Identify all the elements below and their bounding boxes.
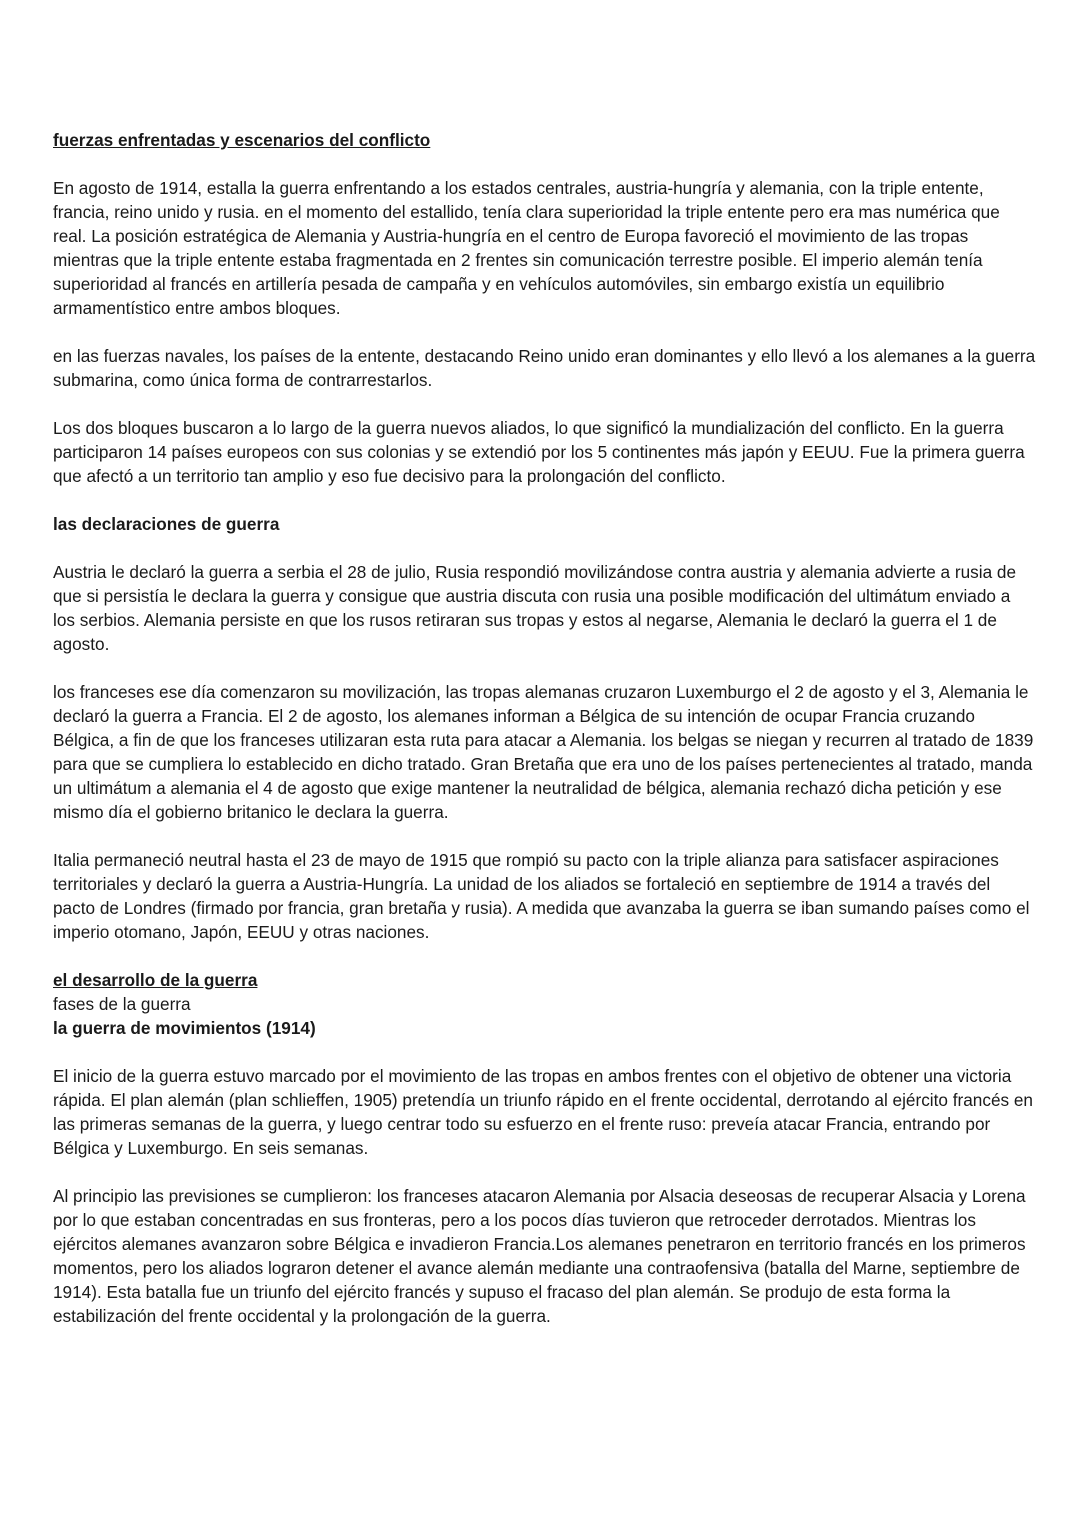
section-subtitle-fases: fases de la guerra (53, 994, 191, 1014)
spacer (53, 392, 1037, 416)
spacer (53, 656, 1037, 680)
section-title-fuerzas: fuerzas enfrentadas y escenarios del conflicto (53, 130, 431, 150)
paragraph: En agosto de 1914, estalla la guerra enfrentando a los estados centrales, austria-hungría y alemania, con la triple entente, francia, reino unido y rusia. en el momento del estallido, tenía clara superioridad la triple entente pero era mas numérica que real. La posición estratégica de Alemania y Austria-hungría en el centro de Europa favoreció el movimiento de las tropas mientras que la triple entente estaba fragmentada en 2 frentes sin comunicación terrestre posible. El imperio alemán tenía superioridad al francés en artillería pesada de campaña y en vehículos automóviles, sin embargo existía un equilibrio armamentístico entre ambos bloques. (53, 178, 1000, 318)
spacer (53, 152, 1037, 176)
document-page (53, 128, 1037, 1328)
paragraph: en las fuerzas navales, los países de la entente, destacando Reino unido eran dominantes y ello llevó a los alemanes a la guerra submarina, como única forma de contrarrestarlos. (53, 346, 1036, 390)
section-title-desarrollo: el desarrollo de la guerra (53, 970, 258, 990)
paragraph: los franceses ese día comenzaron su movilización, las tropas alemanas cruzaron Luxemburgo el 2 de agosto y el 3, Alemania le declaró la guerra a Francia. El 2 de agosto, los alemanes informan a Bélgica de su intención de ocupar Francia cruzando Bélgica, a fin de que los franceses utilizaran esta ruta para atacar a Alemania. los belgas se niegan y recurren al tratado de 1839 para que se cumpliera lo establecido en dicho tratado. Gran Bretaña que era uno de los países pertenecientes al tratado, manda un ultimátum a alemania el 4 de agosto que exige mantener la neutralidad de bélgica, alemania rechazó dicha petición y ese mismo día el gobierno britanico le declara la guerra. (53, 682, 1034, 822)
paragraph: Italia permaneció neutral hasta el 23 de mayo de 1915 que rompió su pacto con la triple alianza para satisfacer aspiraciones territoriales y declaró la guerra a Austria-Hungría. La unidad de los aliados se fortaleció en septiembre de 1914 a través del pacto de Londres (firmado por francia, gran bretaña y rusia). A medida que avanzaba la guerra se iban sumando países como el imperio otomano, Japón, EEUU y otras naciones. (53, 850, 1030, 942)
paragraph: Al principio las previsiones se cumplieron: los franceses atacaron Alemania por Alsacia deseosas de recuperar Alsacia y Lorena por lo que estaban concentradas en sus fronteras, pero a los pocos días tuvieron que retroceder derrotados. Mientras los ejércitos alemanes avanzaron sobre Bélgica e invadieron Francia.Los alemanes penetraron en territorio francés en los primeros momentos, pero los aliados lograron detener el avance alemán mediante una contraofensiva (batalla del Marne, septiembre de 1914). Esta batalla fue un triunfo del ejército francés y supuso el fracaso del plan alemán. Se produjo de esta forma la estabilización del frente occidental y la prolongación de la guerra. (53, 1186, 1026, 1326)
spacer (53, 488, 1037, 512)
paragraph: El inicio de la guerra estuvo marcado por el movimiento de las tropas en ambos frentes con el objetivo de obtener una victoria rápida. El plan alemán (plan schlieffen, 1905) pretendía un triunfo rápido en el frente occidental, derrotando al ejército francés en las primeras semanas de la guerra, y luego centrar todo su esfuerzo en el frente ruso: preveía atacar Francia, entrando por Bélgica y Luxemburgo. En seis semanas. (53, 1066, 1033, 1158)
spacer (53, 536, 1037, 560)
phase-title-movimientos: la guerra de movimientos (1914) (53, 1018, 316, 1038)
spacer (53, 824, 1037, 848)
spacer (53, 944, 1037, 968)
spacer (53, 320, 1037, 344)
spacer (53, 1160, 1037, 1184)
paragraph: Los dos bloques buscaron a lo largo de la guerra nuevos aliados, lo que significó la mundialización del conflicto. En la guerra participaron 14 países europeos con sus colonias y se extendió por los 5 continentes más japón y EEUU. Fue la primera guerra que afectó a un territorio tan amplio y eso fue decisivo para la prolongación del conflicto. (53, 418, 1025, 486)
spacer (53, 1040, 1037, 1064)
section-title-declaraciones: las declaraciones de guerra (53, 514, 280, 534)
paragraph: Austria le declaró la guerra a serbia el 28 de julio, Rusia respondió movilizándose contra austria y alemania advierte a rusia de que si persistía le declara la guerra y consigue que austria discuta con rusia una posible modificación del ultimátum enviado a los serbios. Alemania persiste en que los rusos retiraran sus tropas y estos al negarse, Alemania le declaró la guerra el 1 de agosto. (53, 562, 1017, 654)
